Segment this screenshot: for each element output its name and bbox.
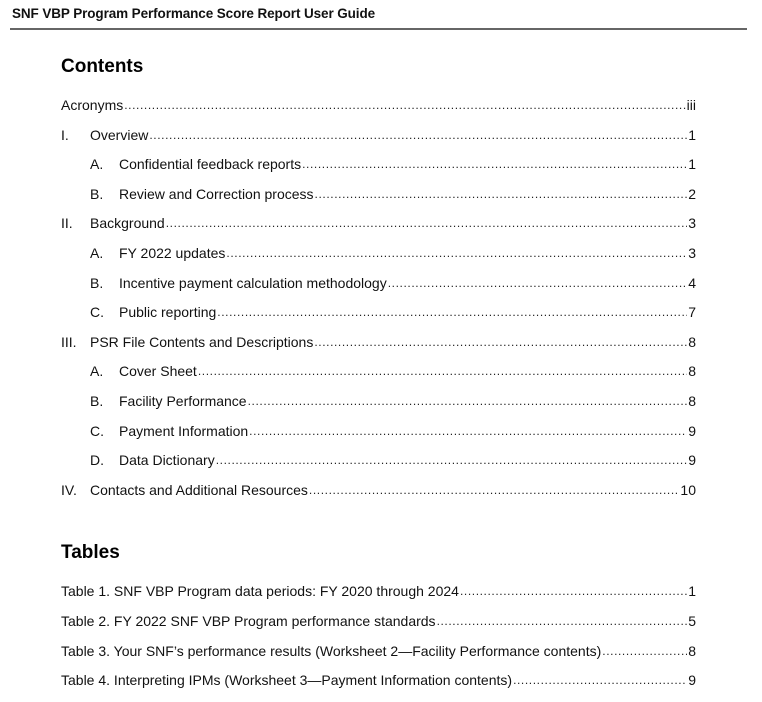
dot-leader (302, 155, 687, 169)
dot-leader (460, 582, 687, 596)
toc-entry-review-and-correction[interactable] (61, 185, 696, 215)
dot-leader (198, 362, 687, 376)
table-entry-page: 8 (688, 642, 696, 659)
toc-entry-page: 4 (688, 274, 696, 291)
dot-leader (217, 303, 687, 317)
toc-entry-number: II. (61, 215, 73, 232)
dot-leader (315, 185, 688, 199)
list-of-tables (61, 582, 696, 701)
dot-leader (249, 422, 687, 436)
toc-entry-page: 8 (688, 333, 696, 350)
toc-entry-number: B. (90, 185, 104, 202)
toc-entry-number: A. (90, 363, 104, 380)
table-entry-2[interactable] (61, 612, 696, 642)
toc-entry-number: A. (90, 156, 104, 173)
dot-leader (166, 214, 687, 228)
table-entry-title: Table 1. SNF VBP Program data periods: FY 2020 through 2024 (61, 583, 459, 599)
toc-entry-title: Contacts and Additional Resources (90, 481, 308, 498)
toc-entry-page: 9 (688, 422, 696, 439)
toc-entry-confidential-feedback-reports[interactable] (61, 155, 696, 185)
toc-entry-number: C. (90, 422, 104, 439)
dot-leader (124, 96, 685, 110)
table-entry-title: Table 3. Your SNF’s performance results (Worksheet 2—Facility Performance contents) (61, 642, 602, 659)
table-entry-page: 5 (688, 612, 696, 629)
toc-entry-title: Data Dictionary (119, 452, 215, 469)
dot-leader (248, 392, 688, 406)
tables-heading: Tables (61, 542, 120, 563)
toc-entry-number: B. (90, 392, 104, 409)
dot-leader (602, 642, 687, 656)
toc-entry-number: III. (61, 333, 77, 350)
dot-leader (513, 671, 687, 685)
toc-entry-page: 7 (688, 304, 696, 321)
toc-entry-fy-2022-updates[interactable] (61, 244, 696, 274)
toc-entry-acronyms[interactable] (61, 96, 696, 126)
toc-entry-contacts[interactable] (61, 481, 696, 511)
toc-entry-payment-information[interactable] (61, 422, 696, 452)
toc-entry-title: FY 2022 updates (119, 244, 226, 261)
toc-entry-page: iii (686, 97, 696, 113)
toc-entry-public-reporting[interactable] (61, 303, 696, 333)
table-entry-1[interactable] (61, 582, 696, 612)
toc-entry-title: PSR File Contents and Descriptions (90, 333, 314, 350)
dot-leader (309, 481, 680, 495)
toc-entry-number: C. (90, 304, 104, 321)
toc-entry-page: 2 (688, 185, 696, 202)
table-entry-title: Table 2. FY 2022 SNF VBP Program performance standards (61, 612, 436, 629)
contents-heading: Contents (61, 56, 144, 77)
toc-entry-page: 3 (688, 244, 696, 261)
toc-entry-data-dictionary[interactable] (61, 451, 696, 481)
dot-leader (314, 333, 687, 347)
toc-entry-incentive-payment[interactable] (61, 274, 696, 304)
dot-leader (388, 274, 687, 288)
toc-entry-background[interactable] (61, 214, 696, 244)
toc-entry-title: Background (90, 215, 165, 232)
toc-entry-page: 8 (688, 392, 696, 409)
toc-entry-page: 8 (688, 363, 696, 380)
dot-leader (216, 451, 688, 465)
dot-leader (149, 126, 687, 140)
dot-leader (437, 612, 688, 626)
toc-entry-facility-performance[interactable] (61, 392, 696, 422)
toc-entry-title: Review and Correction process (119, 185, 314, 202)
toc-entry-cover-sheet[interactable] (61, 362, 696, 392)
toc-entry-psr-file-contents[interactable] (61, 333, 696, 363)
toc-entry-title: Acronyms (61, 97, 124, 113)
toc-entry-title: Cover Sheet (119, 363, 197, 380)
toc-entry-overview[interactable] (61, 126, 696, 156)
table-entry-3[interactable] (61, 642, 696, 672)
toc-entry-title: Overview (90, 126, 149, 143)
table-entry-page: 9 (688, 672, 696, 689)
toc-entry-page: 10 (680, 481, 696, 498)
toc-entry-page: 9 (688, 452, 696, 469)
table-entry-page: 1 (688, 583, 696, 599)
toc-entry-page: 3 (688, 215, 696, 232)
toc-entry-page: 1 (688, 126, 696, 143)
toc-entry-number: I. (61, 126, 69, 143)
toc-entry-number: A. (90, 244, 104, 261)
toc-entry-title: Confidential feedback reports (119, 156, 302, 173)
toc-entry-number: B. (90, 274, 104, 291)
toc-entry-number: D. (90, 452, 104, 469)
header-rule (10, 28, 747, 30)
toc-entry-number: IV. (61, 481, 77, 498)
toc-entry-title: Public reporting (119, 304, 217, 321)
running-header: SNF VBP Program Performance Score Report User Guide (12, 6, 376, 21)
toc-entry-title: Facility Performance (119, 392, 247, 409)
dot-leader (226, 244, 687, 258)
table-of-contents (61, 96, 696, 510)
toc-entry-title: Incentive payment calculation methodology (119, 274, 387, 291)
table-entry-4[interactable] (61, 671, 696, 701)
table-entry-title: Table 4. Interpreting IPMs (Worksheet 3—Payment Information contents) (61, 672, 513, 689)
toc-entry-page: 1 (688, 156, 696, 173)
toc-entry-title: Payment Information (119, 422, 249, 439)
